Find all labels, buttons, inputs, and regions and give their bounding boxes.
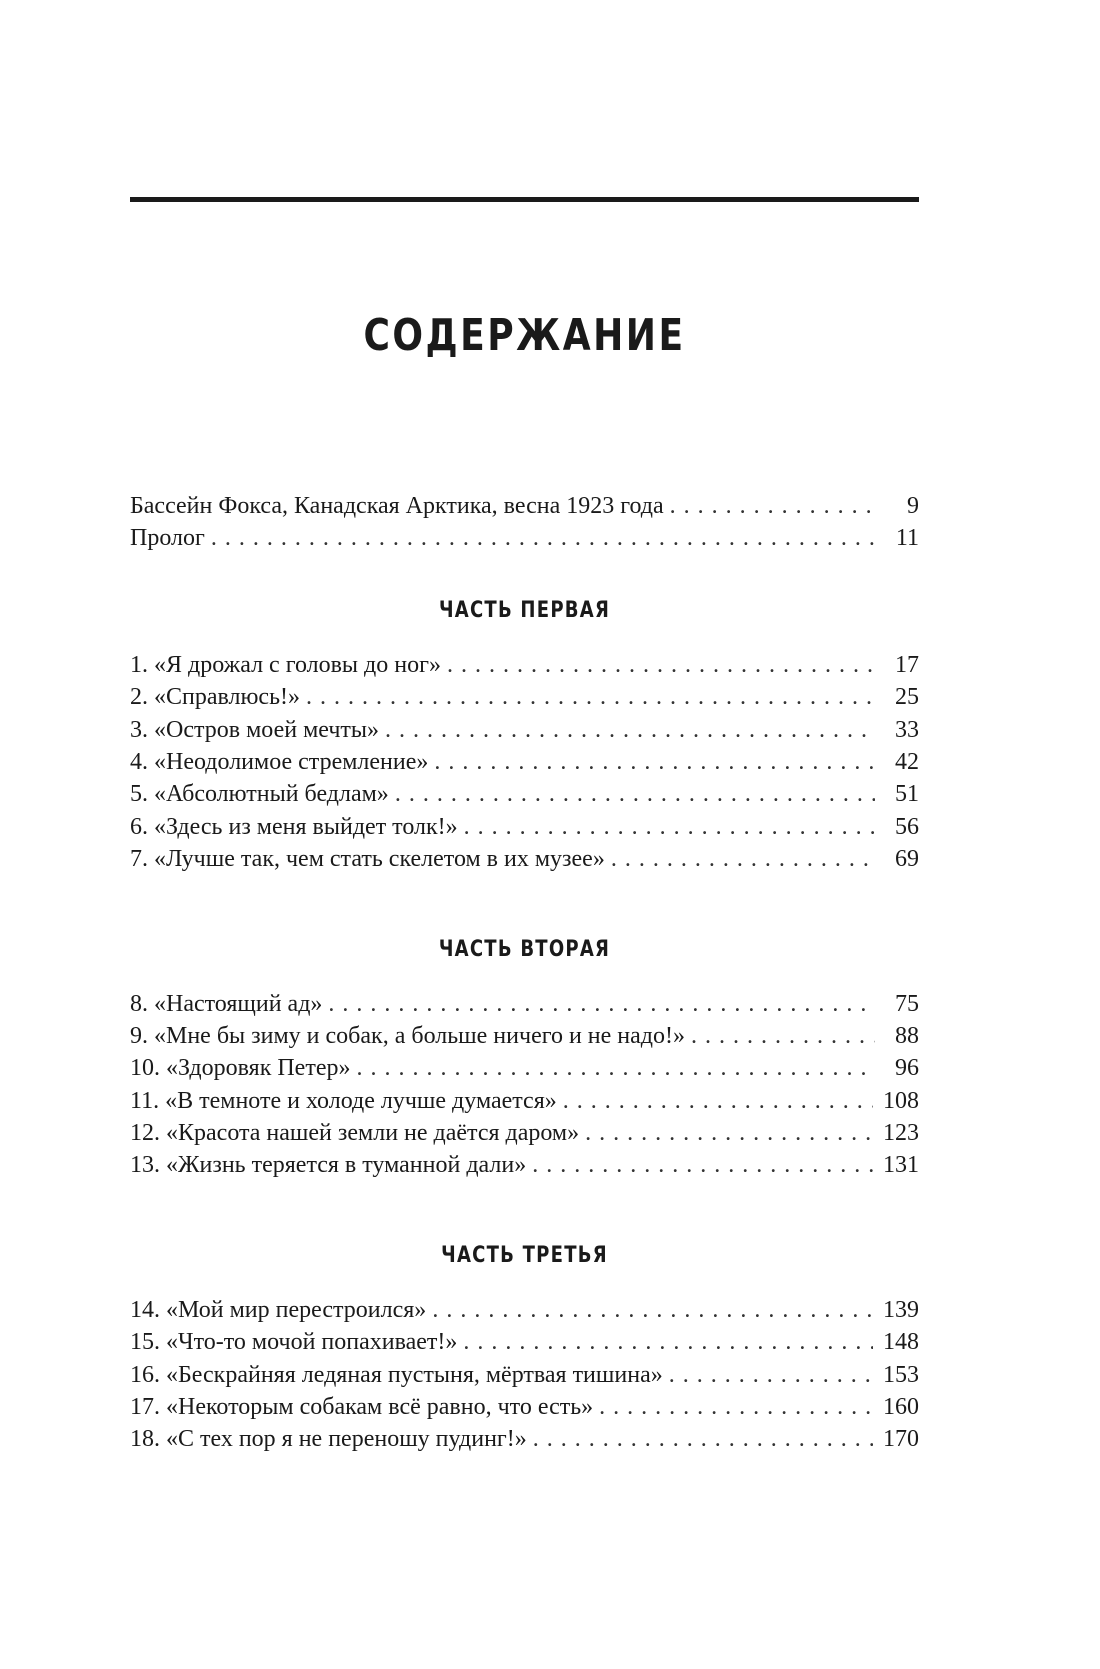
- toc-entry[interactable]: [130, 649, 919, 681]
- dot-leader: [447, 649, 875, 681]
- toc-entry[interactable]: [130, 1326, 919, 1358]
- entry-page: 96: [895, 1055, 919, 1082]
- toc-entry[interactable]: [130, 1085, 919, 1117]
- dot-leader: [328, 988, 875, 1020]
- toc-entry[interactable]: [130, 1391, 919, 1423]
- entry-page: 160: [883, 1394, 919, 1421]
- entry-page: 17: [895, 651, 919, 678]
- entry-page: 33: [895, 716, 919, 743]
- entry-title: 2. «Справлюсь!»: [130, 684, 301, 711]
- page-title: СОДЕРЖАНИЕ: [363, 310, 686, 361]
- dot-leader: [585, 1117, 873, 1149]
- entry-title: 15. «Что-то мочой попахивает!»: [130, 1329, 458, 1356]
- entry-page: 75: [895, 990, 919, 1017]
- toc-entry[interactable]: [130, 522, 919, 554]
- dot-leader: [599, 1391, 873, 1423]
- dot-leader: [434, 746, 875, 778]
- entry-title: 11. «В темноте и холоде лучше думается»: [130, 1087, 557, 1114]
- dot-leader: [463, 1326, 873, 1358]
- entry-title: Пролог: [130, 525, 205, 552]
- entry-title: 10. «Здоровяк Петер»: [130, 1055, 351, 1082]
- entry-title: 14. «Мой мир перестроился»: [130, 1296, 427, 1323]
- entry-title: 7. «Лучше так, чем стать скелетом в их музее»: [130, 846, 605, 873]
- dot-leader: [395, 778, 875, 810]
- toc-entry[interactable]: [130, 843, 919, 875]
- part-heading: ЧАСТЬ ВТОРАЯ: [438, 936, 611, 962]
- toc-entry[interactable]: [130, 1020, 919, 1052]
- entry-title: 6. «Здесь из меня выйдет толк!»: [130, 813, 458, 840]
- part-heading: ЧАСТЬ ТРЕТЬЯ: [441, 1242, 608, 1268]
- dot-leader: [306, 681, 875, 713]
- entry-page: 25: [895, 684, 919, 711]
- toc-entry[interactable]: [130, 1294, 919, 1326]
- entry-page: 9: [907, 493, 919, 519]
- entry-page: 51: [895, 781, 919, 808]
- dot-leader: [611, 843, 875, 875]
- entry-title: 3. «Остров моей мечты»: [130, 716, 379, 743]
- entry-page: 108: [883, 1087, 919, 1114]
- entry-title: 17. «Некоторым собакам всё равно, что есть»: [130, 1394, 594, 1421]
- entry-page: 69: [895, 846, 919, 873]
- entry-title: 1. «Я дрожал с головы до ног»: [130, 651, 441, 678]
- entry-page: 139: [883, 1296, 919, 1323]
- toc-entry[interactable]: [130, 714, 919, 746]
- toc-entry[interactable]: [130, 490, 919, 522]
- toc-entry[interactable]: [130, 1359, 919, 1391]
- part-2: [130, 934, 919, 1182]
- entry-page: 11: [895, 525, 919, 552]
- entry-page: 153: [883, 1361, 919, 1388]
- entry-page: 56: [895, 813, 919, 840]
- dot-leader: [464, 811, 875, 843]
- part-heading: ЧАСТЬ ПЕРВАЯ: [438, 597, 611, 623]
- toc-entry[interactable]: [130, 1149, 919, 1181]
- toc-entry[interactable]: [130, 811, 919, 843]
- entry-title: 12. «Красота нашей земли не даётся даром»: [130, 1120, 580, 1147]
- entry-title: 9. «Мне бы зиму и собак, а больше ничего и не надо!»: [130, 1022, 685, 1049]
- entry-title: 8. «Настоящий ад»: [130, 990, 323, 1017]
- dot-leader: [532, 1149, 873, 1181]
- entry-page: 131: [883, 1152, 919, 1179]
- entry-title: 5. «Абсолютный бедлам»: [130, 781, 389, 808]
- dot-leader: [356, 1052, 875, 1084]
- toc-entry[interactable]: [130, 1423, 919, 1455]
- toc-entry[interactable]: [130, 1117, 919, 1149]
- dot-leader: [385, 714, 875, 746]
- dot-leader: [670, 490, 875, 522]
- entry-page: 88: [895, 1022, 919, 1049]
- dot-leader: [563, 1085, 873, 1117]
- top-rule: [130, 197, 919, 202]
- part-3: [130, 1240, 919, 1456]
- part-1: [130, 595, 919, 876]
- toc-entry[interactable]: [130, 681, 919, 713]
- dot-leader: [432, 1294, 873, 1326]
- dot-leader: [211, 522, 875, 554]
- entry-title: 16. «Бескрайняя ледяная пустыня, мёртвая тишина»: [130, 1361, 663, 1388]
- table-of-contents: [130, 490, 919, 1456]
- entry-title: 4. «Неодолимое стремление»: [130, 748, 429, 775]
- toc-entry[interactable]: [130, 778, 919, 810]
- dot-leader: [533, 1423, 873, 1455]
- entry-title: 13. «Жизнь теряется в туманной дали»: [130, 1152, 527, 1179]
- dot-leader: [691, 1020, 875, 1052]
- entry-page: 42: [895, 748, 919, 775]
- toc-entry[interactable]: [130, 746, 919, 778]
- entry-page: 148: [883, 1329, 919, 1356]
- entry-title: Бассейн Фокса, Канадская Арктика, весна 1923 года: [130, 493, 664, 519]
- toc-entry[interactable]: [130, 988, 919, 1020]
- dot-leader: [669, 1359, 873, 1391]
- toc-entry[interactable]: [130, 1052, 919, 1084]
- entry-page: 170: [883, 1426, 919, 1453]
- intro-entries: [130, 490, 919, 555]
- entry-title: 18. «С тех пор я не переношу пудинг!»: [130, 1426, 527, 1453]
- entry-page: 123: [883, 1120, 919, 1147]
